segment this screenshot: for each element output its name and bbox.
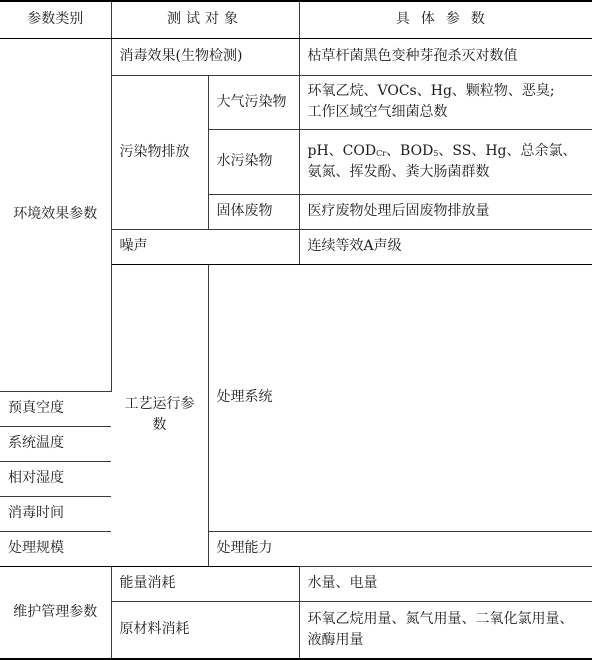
table-row xyxy=(0,566,592,601)
category-environment: 环境效果参数 xyxy=(0,38,111,391)
object-energy-consumption: 能量消耗 xyxy=(111,566,299,601)
category-maintenance: 维护管理参数 xyxy=(0,566,111,659)
param-water-subscript-5: 5 xyxy=(433,148,439,158)
param-treatment-system: 相对湿度 xyxy=(0,461,111,496)
object-treatment-system: 处理系统 xyxy=(208,264,592,531)
subobject-solid-waste: 固体废物 xyxy=(208,194,299,229)
param-water-pollutant xyxy=(299,129,592,194)
param-material-consumption: 环氧乙烷用量、氮气用量、二氧化氯用量、液酶用量 xyxy=(299,601,592,659)
object-material-consumption: 原材料消耗 xyxy=(111,601,299,659)
header-row xyxy=(0,1,592,38)
category-process: 工艺运行参数 xyxy=(111,264,208,566)
param-treatment-system: 预真空度 xyxy=(0,391,111,426)
header-parameters: 具体参数 xyxy=(299,1,592,38)
subobject-water-pollutant: 水污染物 xyxy=(208,129,299,194)
param-water-text-rest: 、SS、Hg、总余氯、氨氮、挥发酚、粪大肠菌群数 xyxy=(307,142,577,180)
param-noise: 连续等效A声级 xyxy=(299,229,592,264)
param-water-text-mid: 、BOD xyxy=(386,142,434,159)
param-solid-waste: 医疗废物处理后固废物排放量 xyxy=(299,194,592,229)
header-test-object: 测试对象 xyxy=(111,1,299,38)
param-air-line2: 工作区域空气细菌总数 xyxy=(307,104,448,120)
header-category: 参数类别 xyxy=(0,1,111,38)
object-treatment-scale: 处理规模 xyxy=(0,531,208,566)
param-treatment-scale: 处理能力 xyxy=(208,531,299,566)
param-disinfection-effect: 枯草杆菌黑色变种芽孢杀灭对数值 xyxy=(299,38,592,75)
subobject-air-pollutant: 大气污染物 xyxy=(208,75,299,129)
table-row xyxy=(0,38,592,75)
object-noise: 噪声 xyxy=(111,229,299,264)
param-water-subscript-cr: Cr xyxy=(376,148,387,158)
param-treatment-system: 消毒时间 xyxy=(0,496,111,531)
param-treatment-system: 系统温度 xyxy=(0,426,111,461)
param-air-line1: 环氧乙烷、VOCs、Hg、颗粒物、恶臭; xyxy=(307,83,555,99)
object-disinfection-effect: 消毒效果(生物检测) xyxy=(111,38,299,75)
param-air-pollutant xyxy=(299,75,592,129)
param-energy-consumption: 水量、电量 xyxy=(299,566,592,601)
param-water-text-pre: pH、COD xyxy=(307,142,377,159)
table-row xyxy=(0,531,592,566)
object-pollutant-emission: 污染物排放 xyxy=(111,75,208,229)
